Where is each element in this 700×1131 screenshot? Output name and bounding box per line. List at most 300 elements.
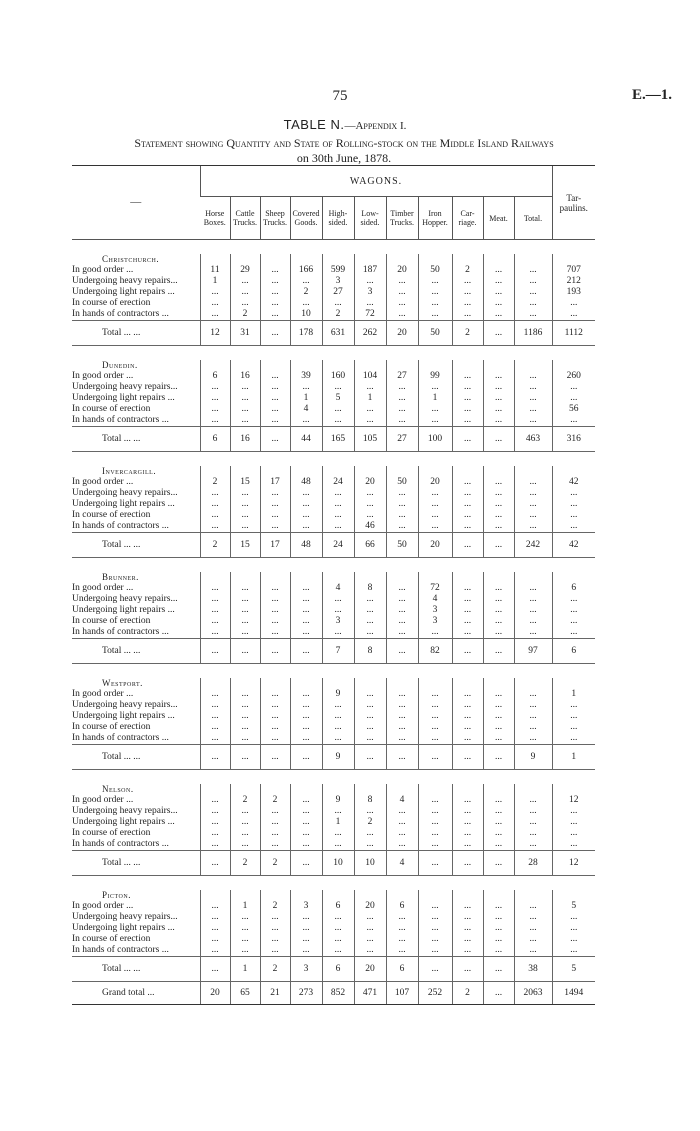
table-cell: ... bbox=[552, 839, 595, 851]
table-cell: ... bbox=[514, 521, 552, 533]
table-cell: 2 bbox=[230, 309, 260, 321]
page-reference: E.—1. bbox=[631, 87, 672, 103]
table-row bbox=[72, 700, 595, 711]
table-row bbox=[72, 276, 595, 287]
table-cell: ... bbox=[230, 298, 260, 309]
spacer-cell bbox=[72, 452, 595, 467]
table-cell: ... bbox=[483, 945, 514, 957]
table-cell: ... bbox=[483, 510, 514, 521]
table-cell: ... bbox=[200, 722, 230, 733]
table-cell: ... bbox=[290, 700, 322, 711]
table-cell: ... bbox=[452, 382, 483, 393]
table-cell: ... bbox=[260, 583, 290, 594]
table-cell: ... bbox=[552, 711, 595, 722]
empty-cell bbox=[260, 572, 290, 583]
table-cell: 27 bbox=[386, 371, 418, 382]
table-cell: 15 bbox=[230, 477, 260, 488]
total-cell: ... bbox=[200, 957, 230, 982]
table-cell: 6 bbox=[200, 371, 230, 382]
total-cell: 31 bbox=[230, 321, 260, 346]
statement-heading bbox=[74, 136, 614, 166]
table-cell: ... bbox=[200, 711, 230, 722]
empty-cell bbox=[418, 890, 452, 901]
table-cell: ... bbox=[322, 415, 354, 427]
table-cell: 2 bbox=[260, 795, 290, 806]
total-cell: 6 bbox=[552, 639, 595, 664]
table-cell: 6 bbox=[386, 901, 418, 912]
table-cell: 20 bbox=[386, 265, 418, 276]
spacer-cell bbox=[72, 876, 595, 891]
grand-total-cell: 21 bbox=[260, 982, 290, 1005]
table-cell: ... bbox=[418, 298, 452, 309]
table-cell: ... bbox=[354, 689, 386, 700]
total-cell: 12 bbox=[200, 321, 230, 346]
table-cell: ... bbox=[322, 839, 354, 851]
table-cell: ... bbox=[418, 722, 452, 733]
empty-cell bbox=[552, 572, 595, 583]
table-cell: ... bbox=[514, 499, 552, 510]
table-cell: ... bbox=[354, 499, 386, 510]
table-cell: ... bbox=[200, 287, 230, 298]
total-row bbox=[72, 321, 595, 346]
total-cell: 2 bbox=[200, 533, 230, 558]
empty-cell bbox=[514, 254, 552, 265]
table-cell: ... bbox=[200, 415, 230, 427]
empty-cell bbox=[322, 572, 354, 583]
table-cell: ... bbox=[290, 733, 322, 745]
table-cell: ... bbox=[260, 605, 290, 616]
table-cell: ... bbox=[452, 488, 483, 499]
row-label: In good order ... bbox=[72, 689, 134, 699]
table-cell: ... bbox=[354, 912, 386, 923]
row-label: Undergoing heavy repairs... bbox=[72, 276, 178, 286]
table-row bbox=[72, 521, 595, 533]
row-label: Undergoing light repairs ... bbox=[72, 287, 175, 297]
total-cell: 20 bbox=[386, 321, 418, 346]
table-cell: ... bbox=[452, 934, 483, 945]
table-cell: ... bbox=[452, 393, 483, 404]
empty-cell bbox=[200, 890, 230, 901]
section-heading-row bbox=[72, 360, 595, 371]
table-cell: ... bbox=[354, 700, 386, 711]
table-cell: ... bbox=[230, 488, 260, 499]
empty-cell bbox=[230, 572, 260, 583]
rolling-stock-table bbox=[72, 165, 595, 1005]
table-cell: ... bbox=[452, 806, 483, 817]
table-title-text: TABLE N. bbox=[283, 117, 345, 132]
table-cell: 212 bbox=[552, 276, 595, 287]
table-cell: ... bbox=[290, 382, 322, 393]
table-cell: ... bbox=[418, 901, 452, 912]
table-cell: ... bbox=[552, 700, 595, 711]
table-cell: ... bbox=[552, 488, 595, 499]
empty-cell bbox=[200, 572, 230, 583]
table-cell: ... bbox=[514, 371, 552, 382]
table-row bbox=[72, 828, 595, 839]
table-cell: 29 bbox=[230, 265, 260, 276]
empty-cell bbox=[452, 784, 483, 795]
table-cell: ... bbox=[483, 627, 514, 639]
table-cell: ... bbox=[418, 521, 452, 533]
tarpaulins-header: Tar-paulins. bbox=[552, 166, 595, 239]
table-row bbox=[72, 901, 595, 912]
table-cell: ... bbox=[452, 711, 483, 722]
total-cell: 9 bbox=[514, 745, 552, 770]
row-label: In good order ... bbox=[72, 583, 134, 593]
table-cell: ... bbox=[230, 382, 260, 393]
empty-cell bbox=[452, 254, 483, 265]
column-header: High-sided. bbox=[322, 197, 354, 240]
total-cell: 42 bbox=[552, 533, 595, 558]
table-cell: ... bbox=[322, 510, 354, 521]
table-cell: ... bbox=[514, 488, 552, 499]
table-cell: ... bbox=[386, 945, 418, 957]
empty-cell bbox=[260, 466, 290, 477]
table-cell: ... bbox=[322, 404, 354, 415]
empty-cell bbox=[200, 254, 230, 265]
table-cell: 4 bbox=[290, 404, 322, 415]
table-cell: ... bbox=[386, 934, 418, 945]
table-cell: ... bbox=[483, 839, 514, 851]
row-label: Undergoing heavy repairs... bbox=[72, 700, 178, 710]
table-cell: 4 bbox=[386, 795, 418, 806]
table-cell: 2 bbox=[200, 477, 230, 488]
empty-cell bbox=[260, 678, 290, 689]
table-cell: ... bbox=[260, 700, 290, 711]
table-cell: ... bbox=[418, 499, 452, 510]
table-cell: ... bbox=[386, 627, 418, 639]
empty-cell bbox=[354, 784, 386, 795]
empty-cell bbox=[322, 890, 354, 901]
section-name: Westport. bbox=[102, 678, 143, 688]
empty-cell bbox=[483, 784, 514, 795]
total-row bbox=[72, 957, 595, 982]
total-cell: 2 bbox=[230, 851, 260, 876]
table-cell: ... bbox=[230, 733, 260, 745]
total-cell: 1 bbox=[230, 957, 260, 982]
table-cell: 50 bbox=[418, 265, 452, 276]
row-label: In course of erection bbox=[72, 722, 151, 732]
section-name: Invercargill. bbox=[102, 466, 157, 476]
table-cell: ... bbox=[354, 510, 386, 521]
table-cell: ... bbox=[386, 817, 418, 828]
table-cell: ... bbox=[452, 923, 483, 934]
spacer-cell bbox=[72, 664, 595, 679]
table-cell: ... bbox=[200, 806, 230, 817]
table-cell: ... bbox=[322, 594, 354, 605]
empty-cell bbox=[230, 784, 260, 795]
table-cell: ... bbox=[230, 627, 260, 639]
empty-cell bbox=[386, 678, 418, 689]
table-cell: ... bbox=[230, 700, 260, 711]
empty-cell bbox=[200, 466, 230, 477]
total-row bbox=[72, 533, 595, 558]
total-cell: ... bbox=[260, 639, 290, 664]
table-cell: ... bbox=[418, 817, 452, 828]
table-cell: ... bbox=[200, 594, 230, 605]
table-cell: ... bbox=[452, 817, 483, 828]
empty-cell bbox=[514, 360, 552, 371]
row-label: In hands of contractors ... bbox=[72, 627, 169, 637]
appendix-label: —Appendix I. bbox=[344, 120, 407, 132]
table-cell: ... bbox=[418, 627, 452, 639]
table-cell: ... bbox=[483, 923, 514, 934]
table-cell: ... bbox=[483, 722, 514, 733]
row-label: Undergoing heavy repairs... bbox=[72, 488, 178, 498]
table-cell: ... bbox=[386, 616, 418, 627]
total-cell: 82 bbox=[418, 639, 452, 664]
total-cell: 1 bbox=[552, 745, 595, 770]
table-cell: ... bbox=[386, 510, 418, 521]
empty-cell bbox=[386, 360, 418, 371]
total-cell: ... bbox=[354, 745, 386, 770]
table-cell: ... bbox=[260, 689, 290, 700]
table-cell: ... bbox=[452, 689, 483, 700]
table-cell: 8 bbox=[354, 583, 386, 594]
table-row bbox=[72, 583, 595, 594]
table-cell: ... bbox=[418, 276, 452, 287]
total-cell: ... bbox=[260, 321, 290, 346]
table-cell: ... bbox=[386, 309, 418, 321]
grand-total-cell: 273 bbox=[290, 982, 322, 1005]
table-cell: ... bbox=[290, 298, 322, 309]
total-cell: ... bbox=[386, 745, 418, 770]
table-cell: ... bbox=[483, 382, 514, 393]
table-cell: ... bbox=[290, 510, 322, 521]
total-cell: 4 bbox=[386, 851, 418, 876]
empty-cell bbox=[452, 360, 483, 371]
row-label: In course of erection bbox=[72, 616, 151, 626]
column-header: Timber Trucks. bbox=[386, 197, 418, 240]
total-cell: ... bbox=[452, 639, 483, 664]
total-cell: ... bbox=[452, 533, 483, 558]
table-cell: 6 bbox=[552, 583, 595, 594]
table-row bbox=[72, 733, 595, 745]
table-cell: ... bbox=[386, 521, 418, 533]
empty-cell bbox=[452, 678, 483, 689]
table-cell: ... bbox=[260, 945, 290, 957]
table-cell: ... bbox=[230, 276, 260, 287]
statement-line-1: Statement showing Quantity and State of Rolling-stock on the Middle Island Railways bbox=[134, 136, 554, 150]
table-cell: ... bbox=[514, 722, 552, 733]
table-cell: ... bbox=[322, 733, 354, 745]
table-row bbox=[72, 711, 595, 722]
table-cell: ... bbox=[322, 722, 354, 733]
table-cell: ... bbox=[290, 795, 322, 806]
table-cell: ... bbox=[483, 477, 514, 488]
table-cell: ... bbox=[452, 371, 483, 382]
table-cell: ... bbox=[552, 298, 595, 309]
table-cell: ... bbox=[200, 510, 230, 521]
table-cell: ... bbox=[514, 923, 552, 934]
table-cell: ... bbox=[418, 806, 452, 817]
table-cell: ... bbox=[483, 298, 514, 309]
table-cell: ... bbox=[418, 945, 452, 957]
table-cell: ... bbox=[483, 488, 514, 499]
table-cell: ... bbox=[290, 594, 322, 605]
row-label: Undergoing light repairs ... bbox=[72, 605, 175, 615]
column-header: Total. bbox=[514, 197, 552, 240]
table-cell: 1 bbox=[290, 393, 322, 404]
table-cell: ... bbox=[290, 839, 322, 851]
section-spacer bbox=[72, 664, 595, 679]
table-cell: ... bbox=[452, 404, 483, 415]
table-cell: ... bbox=[290, 583, 322, 594]
empty-cell bbox=[354, 572, 386, 583]
table-cell: ... bbox=[514, 627, 552, 639]
total-cell: 178 bbox=[290, 321, 322, 346]
empty-cell bbox=[290, 784, 322, 795]
table-cell: ... bbox=[552, 912, 595, 923]
table-cell: ... bbox=[483, 583, 514, 594]
section-name: Christchurch. bbox=[102, 254, 160, 264]
table-cell: ... bbox=[483, 371, 514, 382]
total-cell: 7 bbox=[322, 639, 354, 664]
table-cell: ... bbox=[452, 594, 483, 605]
table-cell: ... bbox=[260, 733, 290, 745]
table-cell: ... bbox=[386, 711, 418, 722]
table-cell: ... bbox=[260, 711, 290, 722]
table-cell: 3 bbox=[290, 901, 322, 912]
table-cell: ... bbox=[260, 510, 290, 521]
total-cell: ... bbox=[483, 533, 514, 558]
table-cell: 11 bbox=[200, 265, 230, 276]
table-cell: ... bbox=[200, 488, 230, 499]
total-cell: 1112 bbox=[552, 321, 595, 346]
table-cell: ... bbox=[452, 309, 483, 321]
row-label: In hands of contractors ... bbox=[72, 521, 169, 531]
table-cell: ... bbox=[552, 393, 595, 404]
table-cell: ... bbox=[483, 934, 514, 945]
empty-cell bbox=[354, 254, 386, 265]
table-cell: ... bbox=[230, 806, 260, 817]
section-heading-row bbox=[72, 890, 595, 901]
row-label: In hands of contractors ... bbox=[72, 415, 169, 425]
table-cell: ... bbox=[200, 393, 230, 404]
grand-total-cell: ... bbox=[483, 982, 514, 1005]
table-cell: ... bbox=[290, 934, 322, 945]
column-header: Car-riage. bbox=[452, 197, 483, 240]
table-cell: ... bbox=[200, 733, 230, 745]
table-cell: ... bbox=[260, 499, 290, 510]
table-cell: ... bbox=[386, 700, 418, 711]
table-cell: ... bbox=[514, 382, 552, 393]
table-cell: ... bbox=[514, 945, 552, 957]
total-cell: 12 bbox=[552, 851, 595, 876]
table-cell: ... bbox=[322, 627, 354, 639]
table-cell: ... bbox=[452, 415, 483, 427]
table-cell: ... bbox=[483, 912, 514, 923]
table-cell: ... bbox=[290, 689, 322, 700]
table-cell: ... bbox=[260, 393, 290, 404]
table-cell: ... bbox=[322, 382, 354, 393]
table-cell: ... bbox=[290, 627, 322, 639]
total-cell: ... bbox=[230, 639, 260, 664]
total-cell: 16 bbox=[230, 427, 260, 452]
empty-cell bbox=[552, 360, 595, 371]
empty-cell bbox=[230, 254, 260, 265]
table-cell: ... bbox=[483, 817, 514, 828]
grand-total-cell: 107 bbox=[386, 982, 418, 1005]
total-label: Total ... ... bbox=[72, 745, 200, 770]
table-cell: ... bbox=[260, 806, 290, 817]
table-cell: 20 bbox=[418, 477, 452, 488]
total-cell: 2 bbox=[260, 851, 290, 876]
total-cell: ... bbox=[290, 639, 322, 664]
table-cell: ... bbox=[322, 806, 354, 817]
statement-line-2: on 30th June, 1878. bbox=[296, 151, 392, 165]
empty-cell bbox=[200, 784, 230, 795]
table-cell: 160 bbox=[322, 371, 354, 382]
table-cell: 46 bbox=[354, 521, 386, 533]
table-cell: ... bbox=[418, 382, 452, 393]
table-cell: 9 bbox=[322, 689, 354, 700]
total-cell: 50 bbox=[386, 533, 418, 558]
table-cell: ... bbox=[552, 733, 595, 745]
empty-cell bbox=[418, 784, 452, 795]
total-label: Total ... ... bbox=[72, 321, 200, 346]
table-cell: ... bbox=[290, 616, 322, 627]
total-cell: 242 bbox=[514, 533, 552, 558]
table-cell: ... bbox=[230, 393, 260, 404]
total-row bbox=[72, 851, 595, 876]
section-spacer bbox=[72, 558, 595, 573]
row-label: Undergoing light repairs ... bbox=[72, 393, 175, 403]
table-row bbox=[72, 594, 595, 605]
row-label: In good order ... bbox=[72, 371, 134, 381]
table-row bbox=[72, 477, 595, 488]
table-cell: 27 bbox=[322, 287, 354, 298]
table-cell: ... bbox=[230, 499, 260, 510]
table-cell: ... bbox=[230, 583, 260, 594]
table-cell: ... bbox=[290, 605, 322, 616]
section-spacer bbox=[72, 240, 595, 255]
total-cell: 15 bbox=[230, 533, 260, 558]
table-cell: ... bbox=[452, 583, 483, 594]
table-cell: ... bbox=[322, 298, 354, 309]
empty-cell bbox=[386, 784, 418, 795]
empty-cell bbox=[290, 360, 322, 371]
table-cell: ... bbox=[552, 828, 595, 839]
section-name: Brunner. bbox=[102, 572, 139, 582]
total-cell: ... bbox=[452, 745, 483, 770]
table-cell: ... bbox=[230, 594, 260, 605]
table-row bbox=[72, 404, 595, 415]
empty-cell bbox=[354, 360, 386, 371]
row-label: Undergoing light repairs ... bbox=[72, 499, 175, 509]
section-spacer bbox=[72, 876, 595, 891]
header-dash: — bbox=[130, 196, 142, 208]
table-cell: 4 bbox=[418, 594, 452, 605]
table-cell: ... bbox=[418, 733, 452, 745]
section-name: Nelson. bbox=[102, 784, 134, 794]
table-cell: ... bbox=[514, 616, 552, 627]
total-cell: 38 bbox=[514, 957, 552, 982]
empty-cell bbox=[552, 466, 595, 477]
table-cell: ... bbox=[200, 945, 230, 957]
table-cell: 1 bbox=[354, 393, 386, 404]
total-cell: ... bbox=[290, 851, 322, 876]
total-label: Total ... ... bbox=[72, 639, 200, 664]
grand-total-cell: 1494 bbox=[552, 982, 595, 1005]
table-cell: ... bbox=[452, 605, 483, 616]
table-cell: ... bbox=[200, 382, 230, 393]
empty-cell bbox=[260, 254, 290, 265]
table-cell: ... bbox=[552, 923, 595, 934]
empty-cell bbox=[260, 890, 290, 901]
table-cell: ... bbox=[354, 616, 386, 627]
table-cell: ... bbox=[418, 839, 452, 851]
